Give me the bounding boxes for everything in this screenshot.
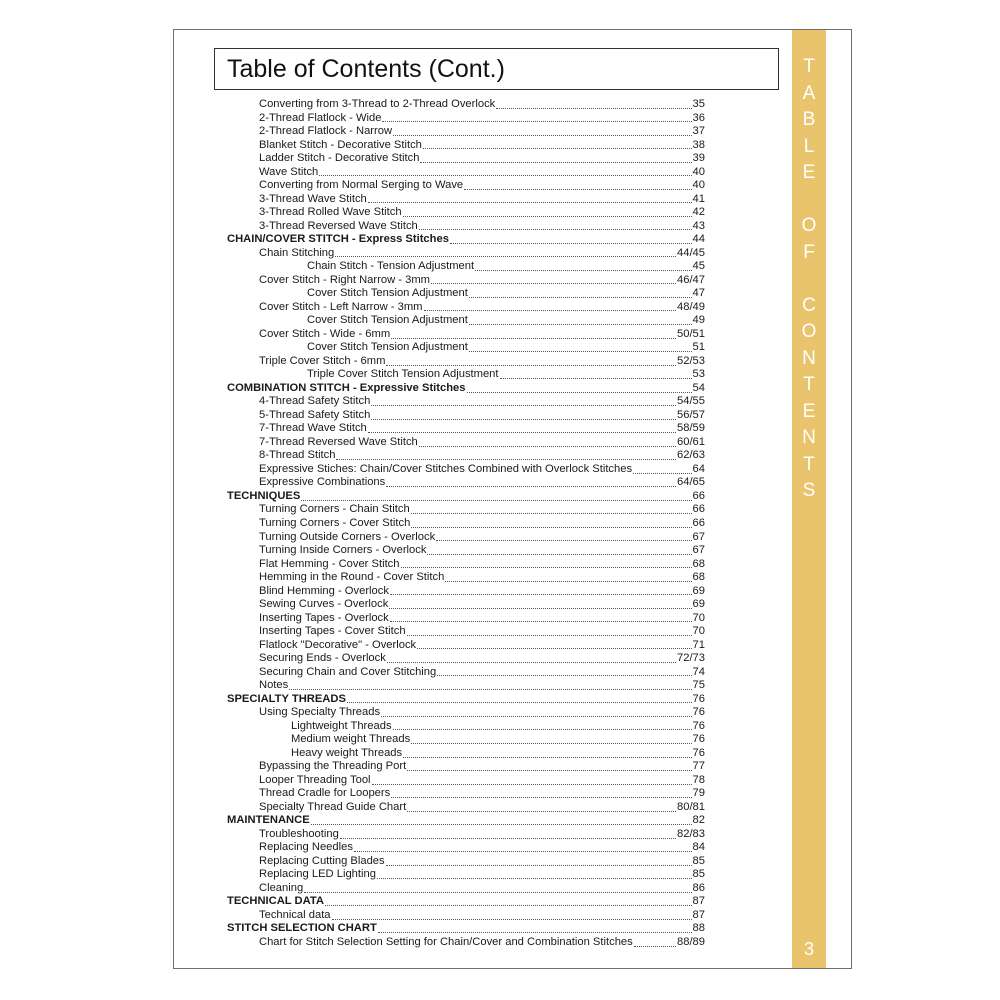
toc-entry-page: 71 [692, 638, 705, 651]
toc-entry-page: 68 [692, 557, 705, 570]
toc-section-heading[interactable] [227, 693, 705, 707]
toc-entry[interactable] [227, 706, 705, 720]
toc-entry-label: Cover Stitch Tension Adjustment [307, 341, 468, 354]
toc-entry-label: 7-Thread Reversed Wave Stitch [259, 435, 418, 448]
toc-leader-dots [332, 910, 692, 920]
toc-leader-dots [500, 369, 692, 379]
toc-entry-label: TECHNICAL DATA [227, 895, 324, 908]
toc-entry-label: 4-Thread Safety Stitch [259, 395, 371, 408]
toc-leader-dots [325, 896, 692, 906]
toc-entry[interactable] [227, 679, 705, 693]
toc-entry-page: 52/53 [677, 354, 705, 367]
toc-entry-page: 88 [692, 922, 705, 935]
toc-leader-dots [633, 464, 691, 474]
toc-entry-page: 66 [692, 503, 705, 516]
toc-leader-dots [423, 139, 692, 149]
toc-entry-label: 7-Thread Wave Stitch [259, 422, 367, 435]
toc-entry-page: 70 [692, 625, 705, 638]
side-tab-letter: T [803, 453, 815, 475]
toc-entry-label: Hemming in the Round - Cover Stitch [259, 571, 445, 584]
toc-entry[interactable] [227, 355, 705, 369]
toc-leader-dots [371, 410, 676, 420]
side-tab-letter: T [803, 374, 815, 395]
toc-leader-dots [390, 612, 692, 622]
toc-leader-dots [387, 653, 676, 663]
toc-entry[interactable] [227, 531, 705, 545]
toc-entry[interactable] [227, 598, 705, 612]
toc-entry-label: Triple Cover Stitch Tension Adjustment [307, 368, 499, 381]
toc-entry[interactable] [227, 274, 705, 288]
toc-entry[interactable] [227, 503, 705, 517]
toc-leader-dots [411, 504, 692, 514]
toc-entry[interactable] [227, 98, 705, 112]
side-tab-letter: O [801, 215, 817, 236]
toc-leader-dots [304, 883, 691, 893]
toc-entry-page: 76 [692, 692, 705, 705]
toc-entry-page: 60/61 [677, 435, 705, 448]
toc-entry[interactable] [227, 639, 705, 653]
toc-leader-dots [377, 869, 692, 879]
side-tab-letter: S [802, 480, 816, 501]
toc-entry-label: Securing Ends - Overlock [259, 652, 386, 665]
toc-leader-dots [424, 301, 677, 311]
side-tab-letter: L [803, 135, 815, 157]
toc-entry-label: SPECIALTY THREADS [227, 692, 346, 705]
toc-leader-dots [372, 775, 692, 785]
toc-entry-label: Wave Stitch [259, 165, 319, 178]
toc-entry-page: 74 [692, 665, 705, 678]
toc-entry-label: Cover Stitch - Wide - 6mm [259, 327, 391, 340]
toc-entry-page: 86 [692, 881, 705, 894]
toc-leader-dots [420, 153, 691, 163]
toc-entry-label: Using Specialty Threads [259, 706, 381, 719]
toc-entry[interactable] [227, 139, 705, 153]
toc-entry-page: 44/45 [677, 246, 705, 259]
toc-entry-label: 3-Thread Rolled Wave Stitch [259, 206, 402, 219]
toc-entry-label: TECHNIQUES [227, 489, 301, 502]
toc-entry-label: Cover Stitch - Left Narrow - 3mm [259, 300, 423, 313]
toc-entry-label: CHAIN/COVER STITCH - Express Stitches [227, 233, 449, 246]
toc-leader-dots [417, 639, 691, 649]
toc-leader-dots [386, 477, 676, 487]
side-tab-letter: E [802, 400, 816, 422]
toc-entry[interactable] [227, 585, 705, 599]
page-number: 3 [803, 939, 814, 959]
toc-entry-label: Specialty Thread Guide Chart [259, 800, 407, 813]
side-tab-letter: N [802, 427, 816, 448]
toc-leader-dots [393, 720, 692, 730]
toc-entry-page: 42 [692, 206, 705, 219]
toc-entry[interactable] [227, 544, 705, 558]
toc-entry[interactable] [227, 666, 705, 680]
toc-entry-page: 82 [692, 814, 705, 827]
toc-leader-dots [634, 937, 676, 947]
toc-entry-page: 64 [692, 462, 705, 475]
toc-entry[interactable] [227, 287, 705, 301]
side-tab-letter: O [801, 321, 817, 342]
toc-entry-label: Turning Corners - Cover Stitch [259, 516, 411, 529]
toc-entry-label: Replacing Needles [259, 841, 353, 854]
toc-entry-page: 80/81 [677, 800, 705, 813]
toc-entry-label: Flat Hemming - Cover Stitch [259, 557, 400, 570]
toc-section-heading[interactable] [227, 490, 705, 504]
toc-entry-page: 43 [692, 219, 705, 232]
toc-entry[interactable] [227, 612, 705, 626]
toc-entry[interactable] [227, 652, 705, 666]
toc-entry-label: Blanket Stitch - Decorative Stitch [259, 138, 422, 151]
toc-entry-page: 58/59 [677, 422, 705, 435]
toc-entry-page: 85 [692, 854, 705, 867]
toc-entry-page: 47 [692, 287, 705, 300]
toc-entry[interactable] [227, 112, 705, 126]
toc-leader-dots [311, 815, 692, 825]
toc-entry-page: 67 [692, 530, 705, 543]
toc-leader-dots [407, 761, 691, 771]
toc-leader-dots [378, 923, 692, 933]
toc-leader-dots [354, 842, 692, 852]
toc-leader-dots [319, 166, 691, 176]
toc-entry-page: 76 [692, 733, 705, 746]
toc-entry-label: Blind Hemming - Overlock [259, 584, 389, 597]
toc-entry[interactable] [227, 125, 705, 139]
toc-leader-dots [371, 396, 676, 406]
toc-entry-label: Thread Cradle for Loopers [259, 787, 391, 800]
toc-entry-page: 70 [692, 611, 705, 624]
toc-entry-label: 3-Thread Reversed Wave Stitch [259, 219, 418, 232]
toc-entry[interactable] [227, 517, 705, 531]
toc-entry[interactable] [227, 301, 705, 315]
toc-leader-dots [335, 247, 676, 257]
toc-entry[interactable] [227, 193, 705, 207]
toc-leader-dots [445, 572, 691, 582]
toc-section-heading[interactable] [227, 382, 705, 396]
toc-entry-label: Expressive Stiches: Chain/Cover Stitches Combined with Overlock Stitches [259, 462, 633, 475]
toc-leader-dots [469, 288, 692, 298]
toc-entry-label: Looper Threading Tool [259, 773, 371, 786]
toc-leader-dots [431, 274, 676, 284]
toc-list [227, 98, 705, 949]
toc-entry-page: 40 [692, 165, 705, 178]
toc-leader-dots [411, 518, 691, 528]
toc-entry-page: 40 [692, 179, 705, 192]
toc-leader-dots [450, 234, 692, 244]
toc-entry-label: 3-Thread Wave Stitch [259, 192, 367, 205]
toc-entry[interactable] [227, 409, 705, 423]
toc-entry-page: 88/89 [677, 935, 705, 948]
toc-entry[interactable] [227, 436, 705, 450]
toc-entry[interactable] [227, 558, 705, 572]
toc-entry-page: 87 [692, 895, 705, 908]
toc-entry-label: Triple Cover Stitch - 6mm [259, 354, 386, 367]
toc-entry[interactable] [227, 625, 705, 639]
toc-entry[interactable] [227, 760, 705, 774]
toc-entry-page: 37 [692, 125, 705, 138]
toc-entry[interactable] [227, 787, 705, 801]
side-tab-letter: T [803, 56, 815, 77]
toc-entry-page: 35 [692, 98, 705, 110]
toc-entry-label: Inserting Tapes - Cover Stitch [259, 625, 406, 638]
toc-entry-page: 75 [692, 679, 705, 692]
toc-entry-page: 51 [692, 341, 705, 354]
toc-entry[interactable] [227, 152, 705, 166]
toc-leader-dots [469, 315, 692, 325]
toc-entry-label: Securing Chain and Cover Stitching [259, 665, 437, 678]
toc-leader-dots [381, 707, 691, 717]
toc-entry[interactable] [227, 422, 705, 436]
toc-entry-page: 53 [692, 368, 705, 381]
toc-entry-page: 84 [692, 841, 705, 854]
toc-entry-label: STITCH SELECTION CHART [227, 922, 377, 935]
toc-entry-page: 38 [692, 138, 705, 151]
toc-entry[interactable] [227, 328, 705, 342]
toc-entry-label: Technical data [259, 908, 331, 921]
toc-entry[interactable] [227, 841, 705, 855]
toc-leader-dots [419, 220, 692, 230]
toc-leader-dots [336, 450, 676, 460]
toc-leader-dots [386, 356, 676, 366]
toc-entry-page: 50/51 [677, 327, 705, 340]
toc-entry-label: Chart for Stitch Selection Setting for Chain/Cover and Combination Stitches [259, 935, 633, 948]
toc-leader-dots [467, 383, 692, 393]
toc-entry-label: Troubleshooting [259, 827, 339, 840]
toc-entry-page: 41 [692, 192, 705, 205]
toc-entry[interactable] [227, 314, 705, 328]
side-tab-letter: N [802, 347, 816, 369]
side-tab-letters [792, 54, 826, 505]
toc-entry-page: 87 [692, 908, 705, 921]
toc-leader-dots [403, 207, 692, 217]
toc-leader-dots [390, 585, 692, 595]
toc-entry[interactable] [227, 936, 705, 950]
toc-entry-label: Inserting Tapes - Overlock [259, 611, 389, 624]
toc-entry-label: Bypassing the Threading Port [259, 760, 407, 773]
toc-entry-page: 82/83 [677, 827, 705, 840]
toc-entry-label: Turning Corners - Chain Stitch [259, 503, 410, 516]
toc-section-heading[interactable] [227, 895, 705, 909]
toc-entry-page: 76 [692, 706, 705, 719]
title-box [214, 48, 779, 90]
toc-entry[interactable] [227, 206, 705, 220]
toc-leader-dots [347, 693, 692, 703]
toc-leader-dots [391, 329, 676, 339]
toc-entry-page: 85 [692, 868, 705, 881]
toc-leader-dots [403, 748, 691, 758]
toc-entry[interactable] [227, 828, 705, 842]
toc-entry-label: Converting from Normal Serging to Wave [259, 179, 464, 192]
toc-entry-page: 46/47 [677, 273, 705, 286]
toc-entry-page: 78 [692, 773, 705, 786]
toc-entry-page: 77 [692, 760, 705, 773]
toc-entry[interactable] [227, 220, 705, 234]
toc-entry[interactable] [227, 341, 705, 355]
toc-entry-page: 69 [692, 598, 705, 611]
toc-entry-label: Sewing Curves - Overlock [259, 598, 389, 611]
toc-entry[interactable] [227, 720, 705, 734]
toc-entry-label: Cover Stitch Tension Adjustment [307, 287, 468, 300]
page-title: Table of Contents (Cont.) [227, 55, 505, 83]
toc-entry-page: 66 [692, 489, 705, 502]
toc-section-heading[interactable] [227, 922, 705, 936]
toc-leader-dots [411, 734, 691, 744]
toc-entry-label: 8-Thread Stitch [259, 449, 336, 462]
toc-leader-dots [368, 193, 692, 203]
toc-entry[interactable] [227, 395, 705, 409]
toc-entry[interactable] [227, 747, 705, 761]
toc-entry[interactable] [227, 463, 705, 477]
toc-entry-page: 56/57 [677, 408, 705, 421]
toc-entry-label: Expressive Combinations [259, 476, 386, 489]
toc-entry[interactable] [227, 774, 705, 788]
toc-entry-page: 76 [692, 719, 705, 732]
toc-entry-page: 66 [692, 516, 705, 529]
toc-entry-label: Converting from 3-Thread to 2-Thread Overlock [259, 98, 496, 110]
toc-leader-dots [496, 99, 691, 109]
toc-entry[interactable] [227, 868, 705, 882]
side-tab-letter: A [802, 82, 816, 104]
toc-leader-dots [407, 626, 692, 636]
toc-leader-dots [389, 599, 691, 609]
toc-entry[interactable] [227, 801, 705, 815]
toc-entry[interactable] [227, 476, 705, 490]
side-tab [792, 30, 826, 968]
toc-leader-dots [382, 112, 691, 122]
toc-entry-page: 44 [692, 233, 705, 246]
side-tab-letter: E [802, 162, 816, 183]
toc-entry-label: Cleaning [259, 881, 304, 894]
toc-entry[interactable] [227, 733, 705, 747]
toc-leader-dots [368, 423, 676, 433]
toc-section-heading[interactable] [227, 814, 705, 828]
toc-entry[interactable] [227, 882, 705, 896]
toc-leader-dots [475, 261, 691, 271]
toc-leader-dots [386, 856, 692, 866]
side-tab-letter: F [803, 241, 815, 263]
toc-leader-dots [464, 180, 691, 190]
toc-entry-label: Chain Stitch - Tension Adjustment [307, 260, 475, 273]
toc-leader-dots [437, 666, 691, 676]
toc-entry[interactable] [227, 571, 705, 585]
toc-entry-page: 48/49 [677, 300, 705, 313]
toc-entry-page: 64/65 [677, 476, 705, 489]
toc-entry[interactable] [227, 247, 705, 261]
toc-entry-label: Medium weight Threads [291, 733, 411, 746]
toc-entry[interactable] [227, 166, 705, 180]
toc-entry-page: 49 [692, 314, 705, 327]
toc-leader-dots [393, 126, 692, 136]
toc-entry-label: MAINTENANCE [227, 814, 310, 827]
toc-entry-label: COMBINATION STITCH - Expressive Stitches [227, 381, 466, 394]
toc-leader-dots [407, 802, 676, 812]
toc-entry-page: 79 [692, 787, 705, 800]
toc-leader-dots [469, 342, 692, 352]
toc-entry[interactable] [227, 909, 705, 923]
toc-entry-label: Cover Stitch - Right Narrow - 3mm [259, 273, 430, 286]
toc-leader-dots [289, 680, 691, 690]
toc-leader-dots [419, 437, 676, 447]
toc-entry-label: Turning Outside Corners - Overlock [259, 530, 436, 543]
toc-entry-label: Replacing Cutting Blades [259, 854, 385, 867]
toc-entry[interactable] [227, 368, 705, 382]
toc-leader-dots [427, 545, 691, 555]
toc-entry-page: 67 [692, 544, 705, 557]
toc-entry-page: 69 [692, 584, 705, 597]
toc-entry[interactable] [227, 260, 705, 274]
toc-entry-label: Flatlock "Decorative" - Overlock [259, 638, 417, 651]
toc-entry[interactable] [227, 179, 705, 193]
toc-entry-label: Cover Stitch Tension Adjustment [307, 314, 468, 327]
toc-leader-dots [391, 788, 691, 798]
toc-leader-dots [436, 531, 691, 541]
toc-entry-page: 76 [692, 746, 705, 759]
toc-entry-label: Chain Stitching [259, 246, 335, 259]
toc-entry-page: 39 [692, 152, 705, 165]
toc-entry-page: 45 [692, 260, 705, 273]
side-tab-letter: C [802, 294, 816, 316]
toc-entry-label: Lightweight Threads [291, 719, 392, 732]
toc-leader-dots [301, 491, 691, 501]
toc-entry-page: 54 [692, 381, 705, 394]
toc-entry-page: 54/55 [677, 395, 705, 408]
toc-entry-label: Replacing LED Lighting [259, 868, 376, 881]
toc-entry-page: 36 [692, 111, 705, 124]
toc-entry-label: Turning Inside Corners - Overlock [259, 544, 427, 557]
toc-leader-dots [340, 829, 676, 839]
toc-entry-label: 2-Thread Flatlock - Wide [259, 111, 382, 124]
toc-entry[interactable] [227, 449, 705, 463]
toc-entry-page: 68 [692, 571, 705, 584]
toc-section-heading[interactable] [227, 233, 705, 247]
toc-entry-label: Heavy weight Threads [291, 746, 403, 759]
toc-leader-dots [401, 558, 692, 568]
side-tab-letter: B [802, 109, 816, 130]
toc-entry-label: 2-Thread Flatlock - Narrow [259, 125, 393, 138]
toc-entry[interactable] [227, 855, 705, 869]
toc-entry-page: 62/63 [677, 449, 705, 462]
toc-entry-label: 5-Thread Safety Stitch [259, 408, 371, 421]
toc-entry-page: 72/73 [677, 652, 705, 665]
toc-entry-label: Notes [259, 679, 289, 692]
toc-entry-label: Ladder Stitch - Decorative Stitch [259, 152, 420, 165]
